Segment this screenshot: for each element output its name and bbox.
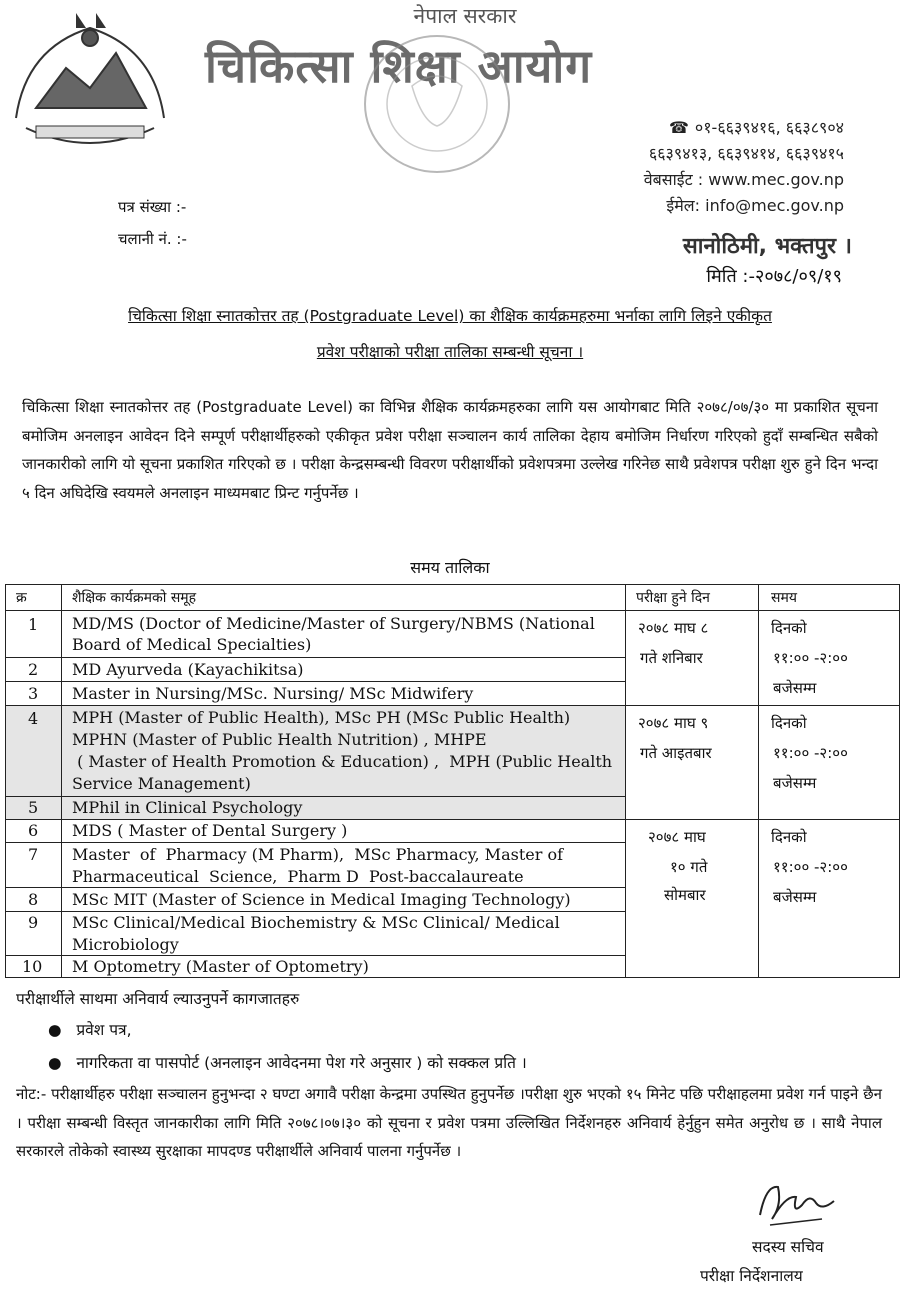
group3-time-cell: दिनको ११:०० -२:०० बजेसम्म <box>758 819 900 978</box>
table-row-program: Master in Nursing/MSc. Nursing/ MSc Midwifery <box>61 681 626 706</box>
dispatch-number-label: चलानी नं. :- <box>118 230 187 248</box>
bullet-icon: ● <box>48 1054 77 1072</box>
subject-line2: प्रवेश परीक्षाको परीक्षा तालिका सम्बन्धी सूचना । <box>316 343 584 361</box>
email-label: ईमेल: <box>666 196 701 215</box>
reference-number-label: पत्र संख्या :- <box>118 198 187 216</box>
table-row-no: 6 <box>5 819 62 843</box>
table-row-program: MD Ayurveda (Kayachikitsa) <box>61 657 626 682</box>
table-row-no: 10 <box>5 955 62 978</box>
schedule-table <box>5 584 900 978</box>
website-link[interactable]: www.mec.gov.np <box>708 170 844 189</box>
table-row-no: 1 <box>5 610 62 658</box>
documents-heading: परीक्षार्थीले साथमा अनिवार्य ल्याउनुपर्ने कागजातहरु <box>16 990 300 1008</box>
table-row-no: 5 <box>5 796 62 820</box>
table-row-no: 9 <box>5 911 62 956</box>
table-row-program: MPH (Master of Public Health), MSc PH (MSc Public Health) MPHN (Master of Public Health Nutrition) , MHPE ( Master of Health Promotion & Education) , MPH (Public Health Service Management) <box>61 705 626 797</box>
group1-date-cell: २०७८ माघ ८ गते शनिबार <box>625 610 759 706</box>
table-row-no: 8 <box>5 887 62 912</box>
list-item: ● प्रवेश पत्र, <box>48 1021 132 1039</box>
subject-line1: चिकित्सा शिक्षा स्नातकोत्तर तह (Postgraduate Level) का शैक्षिक कार्यक्रमहरुमा भर्नाका लागि लिइने एकीकृत <box>128 307 772 325</box>
signatory-office: परीक्षा निर्देशनालय <box>700 1267 803 1285</box>
email-line <box>666 194 844 216</box>
official-seal-stamp <box>352 26 522 181</box>
schedule-title: समय तालिका <box>410 558 490 577</box>
phone-icon: ☎ <box>668 118 689 137</box>
header-cell-no: क्र <box>5 584 62 611</box>
group1-time-cell: दिनको ११:०० -२:०० बजेसम्म <box>758 610 900 706</box>
table-row-program: MD/MS (Doctor of Medicine/Master of Surgery/NBMS (National Board of Medical Specialties) <box>61 610 626 658</box>
note-paragraph: नोट:- परीक्षार्थीहरु परीक्षा सञ्चालन हुनुभन्दा २ घण्टा अगावै परीक्षा केन्द्रमा उपस्थित हुनुपर्नेछ ।परीक्षा शुरु भएको १५ मिनेट पछि परीक्षाहलमा प्रवेश गर्न पाइने छैन । परीक्षा सम्बन्धी विस्तृत जानकारीका लागि मिति २०७८।०७।३० को सूचना र प्रवेश पत्रमा उल्लिखित निर्देशनहरु अनिवार्य हेर्नुहुन समेत अनुरोध छ । साथै नेपाल सरकारले तोकेको स्वास्थ्य सुरक्षाका मापदण्ड परीक्षार्थीले अनिवार्य पालना गर्नुपर्नेछ । <box>16 1085 882 1160</box>
phone-numbers-line1: ☎ ०१-६६३९४१६, ६६३८९०४ <box>668 118 844 137</box>
table-row-no: 2 <box>5 657 62 682</box>
header-cell-date: परीक्षा हुने दिन <box>625 584 759 611</box>
email-link[interactable]: info@mec.gov.np <box>705 196 844 215</box>
table-row-program: Master of Pharmacy (M Pharm), MSc Pharmacy, Master of Pharmaceutical Science, Pharm D Post-baccalaureate <box>61 842 626 888</box>
table-row-program: MSc MIT (Master of Science in Medical Imaging Technology) <box>61 887 626 912</box>
table-row-program: MDS ( Master of Dental Surgery ) <box>61 819 626 843</box>
table-row-no: 7 <box>5 842 62 888</box>
commission-name: चिकित्सा शिक्षा आयोग <box>205 39 593 93</box>
table-row-no: 3 <box>5 681 62 706</box>
table-row-program: MSc Clinical/Medical Biochemistry & MSc Clinical/ Medical Microbiology <box>61 911 626 956</box>
office-address: सानोठिमी, भक्तपुर । <box>682 234 852 259</box>
header-cell-time: समय <box>758 584 900 611</box>
table-row-no: 4 <box>5 705 62 797</box>
group2-date-cell: २०७८ माघ ९ गते आइतबार <box>625 705 759 820</box>
bullet-icon: ● <box>48 1021 77 1039</box>
government-name: नेपाल सरकार <box>413 4 517 28</box>
signatory-title: सदस्य सचिव <box>752 1238 824 1256</box>
website-line <box>644 168 844 190</box>
group3-date-cell: २०७८ माघ १० गते सोमबार <box>625 819 759 978</box>
header-cell-program: शैक्षिक कार्यक्रमको समूह <box>61 584 626 611</box>
notice-date: मिति :-२०७८/०९/१९ <box>706 266 842 287</box>
website-label: वेबसाईट : <box>643 170 704 189</box>
list-item: ● नागरिकता वा पासपोर्ट (अनलाइन आवेदनमा पेश गरे अनुसार ) को सक्कल प्रति । <box>48 1054 527 1072</box>
table-row-program: MPhil in Clinical Psychology <box>61 796 626 820</box>
signature-mark <box>752 1175 842 1233</box>
table-row-program: M Optometry (Master of Optometry) <box>61 955 626 978</box>
phone-numbers-line2: ६६३९४१३, ६६३९४१४, ६६३९४१५ <box>648 144 844 163</box>
nepal-emblem-logo <box>6 8 174 154</box>
body-paragraph: चिकित्सा शिक्षा स्नातकोत्तर तह (Postgraduate Level) का विभिन्न शैक्षिक कार्यक्रमहरुका लागि यस आयोगबाट मिति २०७८/०७/३० मा प्रकाशित सूचना बमोजिम अनलाइन आवेदन दिने सम्पूर्ण परीक्षार्थीहरुको एकीकृत प्रवेश परीक्षा सञ्चालन कार्य तालिका देहाय बमोजिम निर्धारण गरिएको हुदाँ सम्बन्धित सबैको जानकारीको लागि यो सूचना प्रकाशित गरिएको छ । परीक्षा केन्द्रसम्बन्धी विवरण परीक्षार्थीको प्रवेशपत्रमा उल्लेख गरिनेछ साथै प्रवेशपत्र परीक्षा शुरु हुने दिन भन्दा ५ दिन अघिदेखि स्वयमले अनलाइन माध्यमबाट प्रिन्ट गर्नुपर्नेछ । <box>22 398 878 502</box>
group2-time-cell: दिनको ११:०० -२:०० बजेसम्म <box>758 705 900 820</box>
